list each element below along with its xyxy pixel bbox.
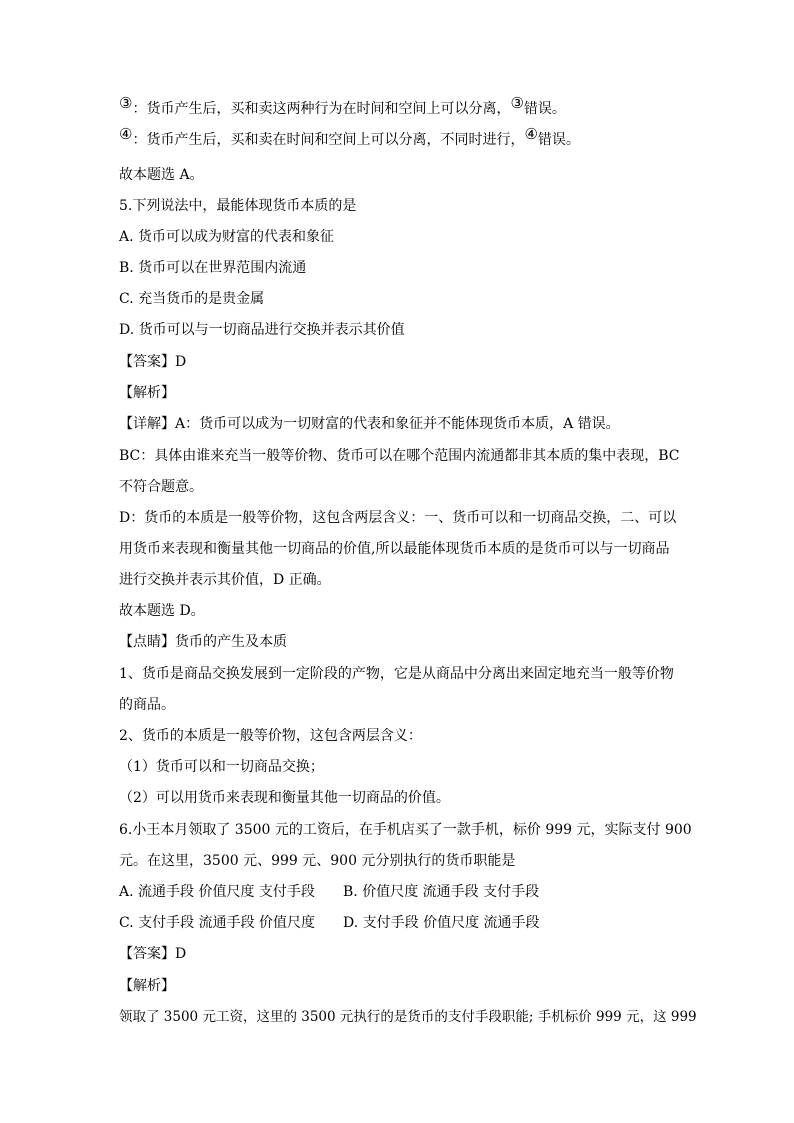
- point-2-a: （1）货币可以和一切商品交换；: [119, 759, 324, 775]
- circled-number-3: ③: [510, 94, 524, 112]
- question-6-b: 元。在这里，3500 元、999 元、900 元分别执行的货币职能是: [119, 853, 516, 869]
- detail-bc-2: 不符合题意。: [119, 479, 203, 495]
- q6-option-a: A. 流通手段 价值尺度 支付手段: [119, 884, 315, 900]
- analysis-line-4: ④：货币产生后，买和卖在时间和空间上可以分离，不同时进行，④错误。: [119, 125, 580, 148]
- point-2-b: （2）可以用货币来表现和衡量其他一切商品的价值。: [119, 790, 450, 806]
- analysis-6-line: 领取了 3500 元工资，这里的 3500 元执行的是货币的支付手段职能; 手机标价 999 元，这 999: [119, 1009, 697, 1025]
- circled-number-3: ③: [119, 94, 133, 112]
- analysis-label-6: 【解析】: [119, 978, 175, 994]
- circled-number-4: ④: [524, 125, 538, 143]
- q6-option-b: B. 价值尺度 流通手段 支付手段: [343, 884, 540, 900]
- detail-d-1: D：货币的本质是一般等价物，这包含两层含义：一、货币可以和一切商品交换，二、可以: [119, 510, 677, 526]
- detail-a: 【详解】A：货币可以成为一切财富的代表和象征并不能体现货币本质，A 错误。: [119, 416, 620, 432]
- point-2: 2、货币的本质是一般等价物，这包含两层含义：: [119, 728, 422, 744]
- circled-number-4: ④: [119, 125, 133, 143]
- q6-option-c: C. 支付手段 流通手段 价值尺度: [119, 915, 316, 931]
- option-c: C. 充当货币的是贵金属: [119, 291, 265, 307]
- option-d: D. 货币可以与一切商品进行交换并表示其价值: [119, 322, 405, 338]
- analysis-label: 【解析】: [119, 385, 175, 401]
- question-6-a: 6.小王本月领取了 3500 元的工资后，在手机店买了一款手机，标价 999 元，实际支付 900: [119, 822, 692, 838]
- q6-options-row-2: [119, 913, 540, 933]
- conclusion-5: 故本题选 D。: [119, 603, 205, 619]
- detail-bc-1: BC：具体由谁来充当一般等价物、货币可以在哪个范围内流通都非其本质的集中表现，BC: [119, 448, 680, 464]
- answer-label: 【答案】D: [119, 354, 187, 370]
- q6-option-d: D. 支付手段 价值尺度 流通手段: [343, 915, 540, 931]
- option-b: B. 货币可以在世界范围内流通: [119, 260, 307, 276]
- option-a: A. 货币可以成为财富的代表和象征: [119, 229, 335, 245]
- question-5: 5.下列说法中，最能体现货币本质的是: [119, 198, 357, 214]
- analysis-line-3: ③：货币产生后，买和卖这两种行为在时间和空间上可以分离，③错误。: [119, 94, 566, 117]
- answer-label-6: 【答案】D: [119, 946, 187, 962]
- q6-options-row-1: [119, 882, 540, 902]
- point-1-a: 1、货币是商品交换发展到一定阶段的产物，它是从商品中分离出来固定地充当一般等价物: [119, 666, 674, 682]
- detail-d-3: 进行交换并表示其价值，D 正确。: [119, 572, 331, 588]
- dianjing-label: 【点睛】货币的产生及本质: [119, 634, 287, 650]
- conclusion-line: 故本题选 A。: [119, 167, 204, 183]
- detail-d-2: 用货币来表现和衡量其他一切商品的价值,所以最能体现货币本质的是货币可以与一切商品: [119, 541, 670, 557]
- point-1-b: 的商品。: [119, 697, 175, 713]
